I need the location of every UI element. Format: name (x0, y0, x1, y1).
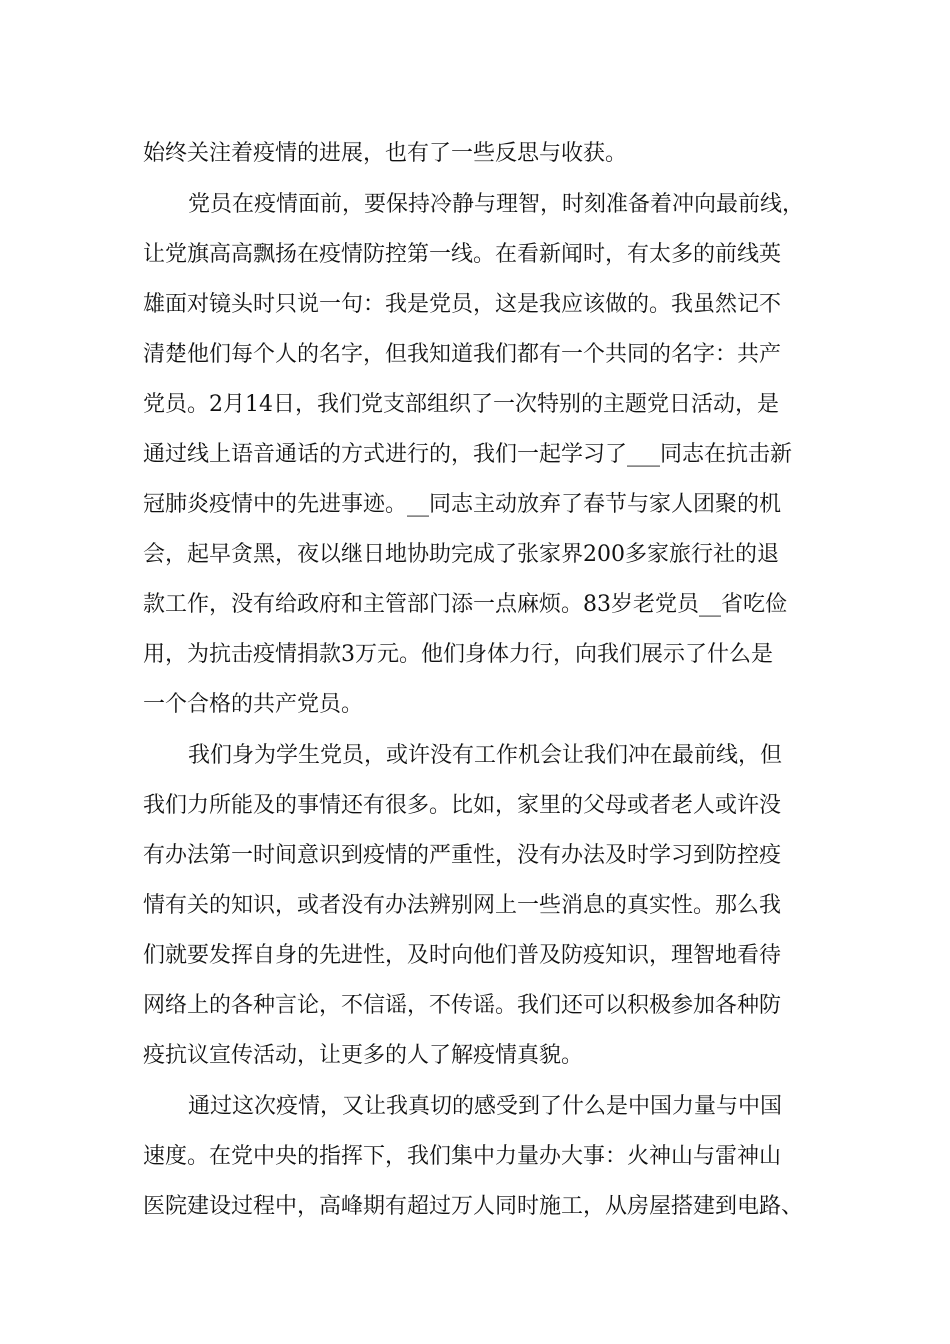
text-line: 医院建设过程中，高峰期有超过万人同时施工，从房屋搭建到电路、 (143, 1194, 804, 1219)
text-line: 们就要发挥自身的先进性，及时向他们普及防疫知识，理智地看待 (143, 943, 782, 968)
text-line: 有办法第一时间意识到疫情的严重性，没有办法及时学习到防控疫 (143, 843, 782, 868)
text-line: 清楚他们每个人的名字，但我知道我们都有一个共同的名字：共产 (143, 342, 782, 367)
text-line: 款工作，没有给政府和主管部门添一点麻烦。83岁老党员__省吃俭 (143, 592, 787, 617)
text-line: 始终关注着疫情的进展，也有了一些反思与收获。 (143, 141, 628, 166)
paragraph-start-line: 通过这次疫情，又让我真切的感受到了什么是中国力量与中国 (188, 1094, 783, 1119)
text-line: 我们力所能及的事情还有很多。比如，家里的父母或者老人或许没 (143, 793, 782, 818)
text-line: 让党旗高高飘扬在疫情防控第一线。在看新闻时，有太多的前线英 (143, 242, 782, 267)
text-line: 网络上的各种言论，不信谣，不传谣。我们还可以积极参加各种防 (143, 993, 782, 1018)
text-line: 情有关的知识，或者没有办法辨别网上一些消息的真实性。那么我 (143, 893, 782, 918)
paragraph-start-line: 我们身为学生党员，或许没有工作机会让我们冲在最前线，但 (188, 743, 783, 768)
text-line: 党员。2月14日，我们党支部组织了一次特别的主题党日活动，是 (143, 392, 779, 417)
text-line: 雄面对镜头时只说一句：我是党员，这是我应该做的。我虽然记不 (143, 292, 782, 317)
text-line: 速度。在党中央的指挥下，我们集中力量办大事：火神山与雷神山 (143, 1144, 782, 1169)
text-line: 通过线上语音通话的方式进行的，我们一起学习了___同志在抗击新 (143, 442, 793, 467)
text-line: 冠肺炎疫情中的先进事迹。__同志主动放弃了春节与家人团聚的机 (143, 492, 782, 517)
text-line: 一个合格的共产党员。 (143, 692, 364, 717)
paragraph-start-line: 党员在疫情面前，要保持冷静与理智，时刻准备着冲向最前线， (188, 192, 805, 217)
text-line: 会，起早贪黑，夜以继日地协助完成了张家界200多家旅行社的退 (143, 542, 779, 567)
text-line: 疫抗议宣传活动，让更多的人了解疫情真貌。 (143, 1043, 584, 1068)
text-line: 用，为抗击疫情捐款3万元。他们身体力行，向我们展示了什么是 (143, 642, 773, 667)
